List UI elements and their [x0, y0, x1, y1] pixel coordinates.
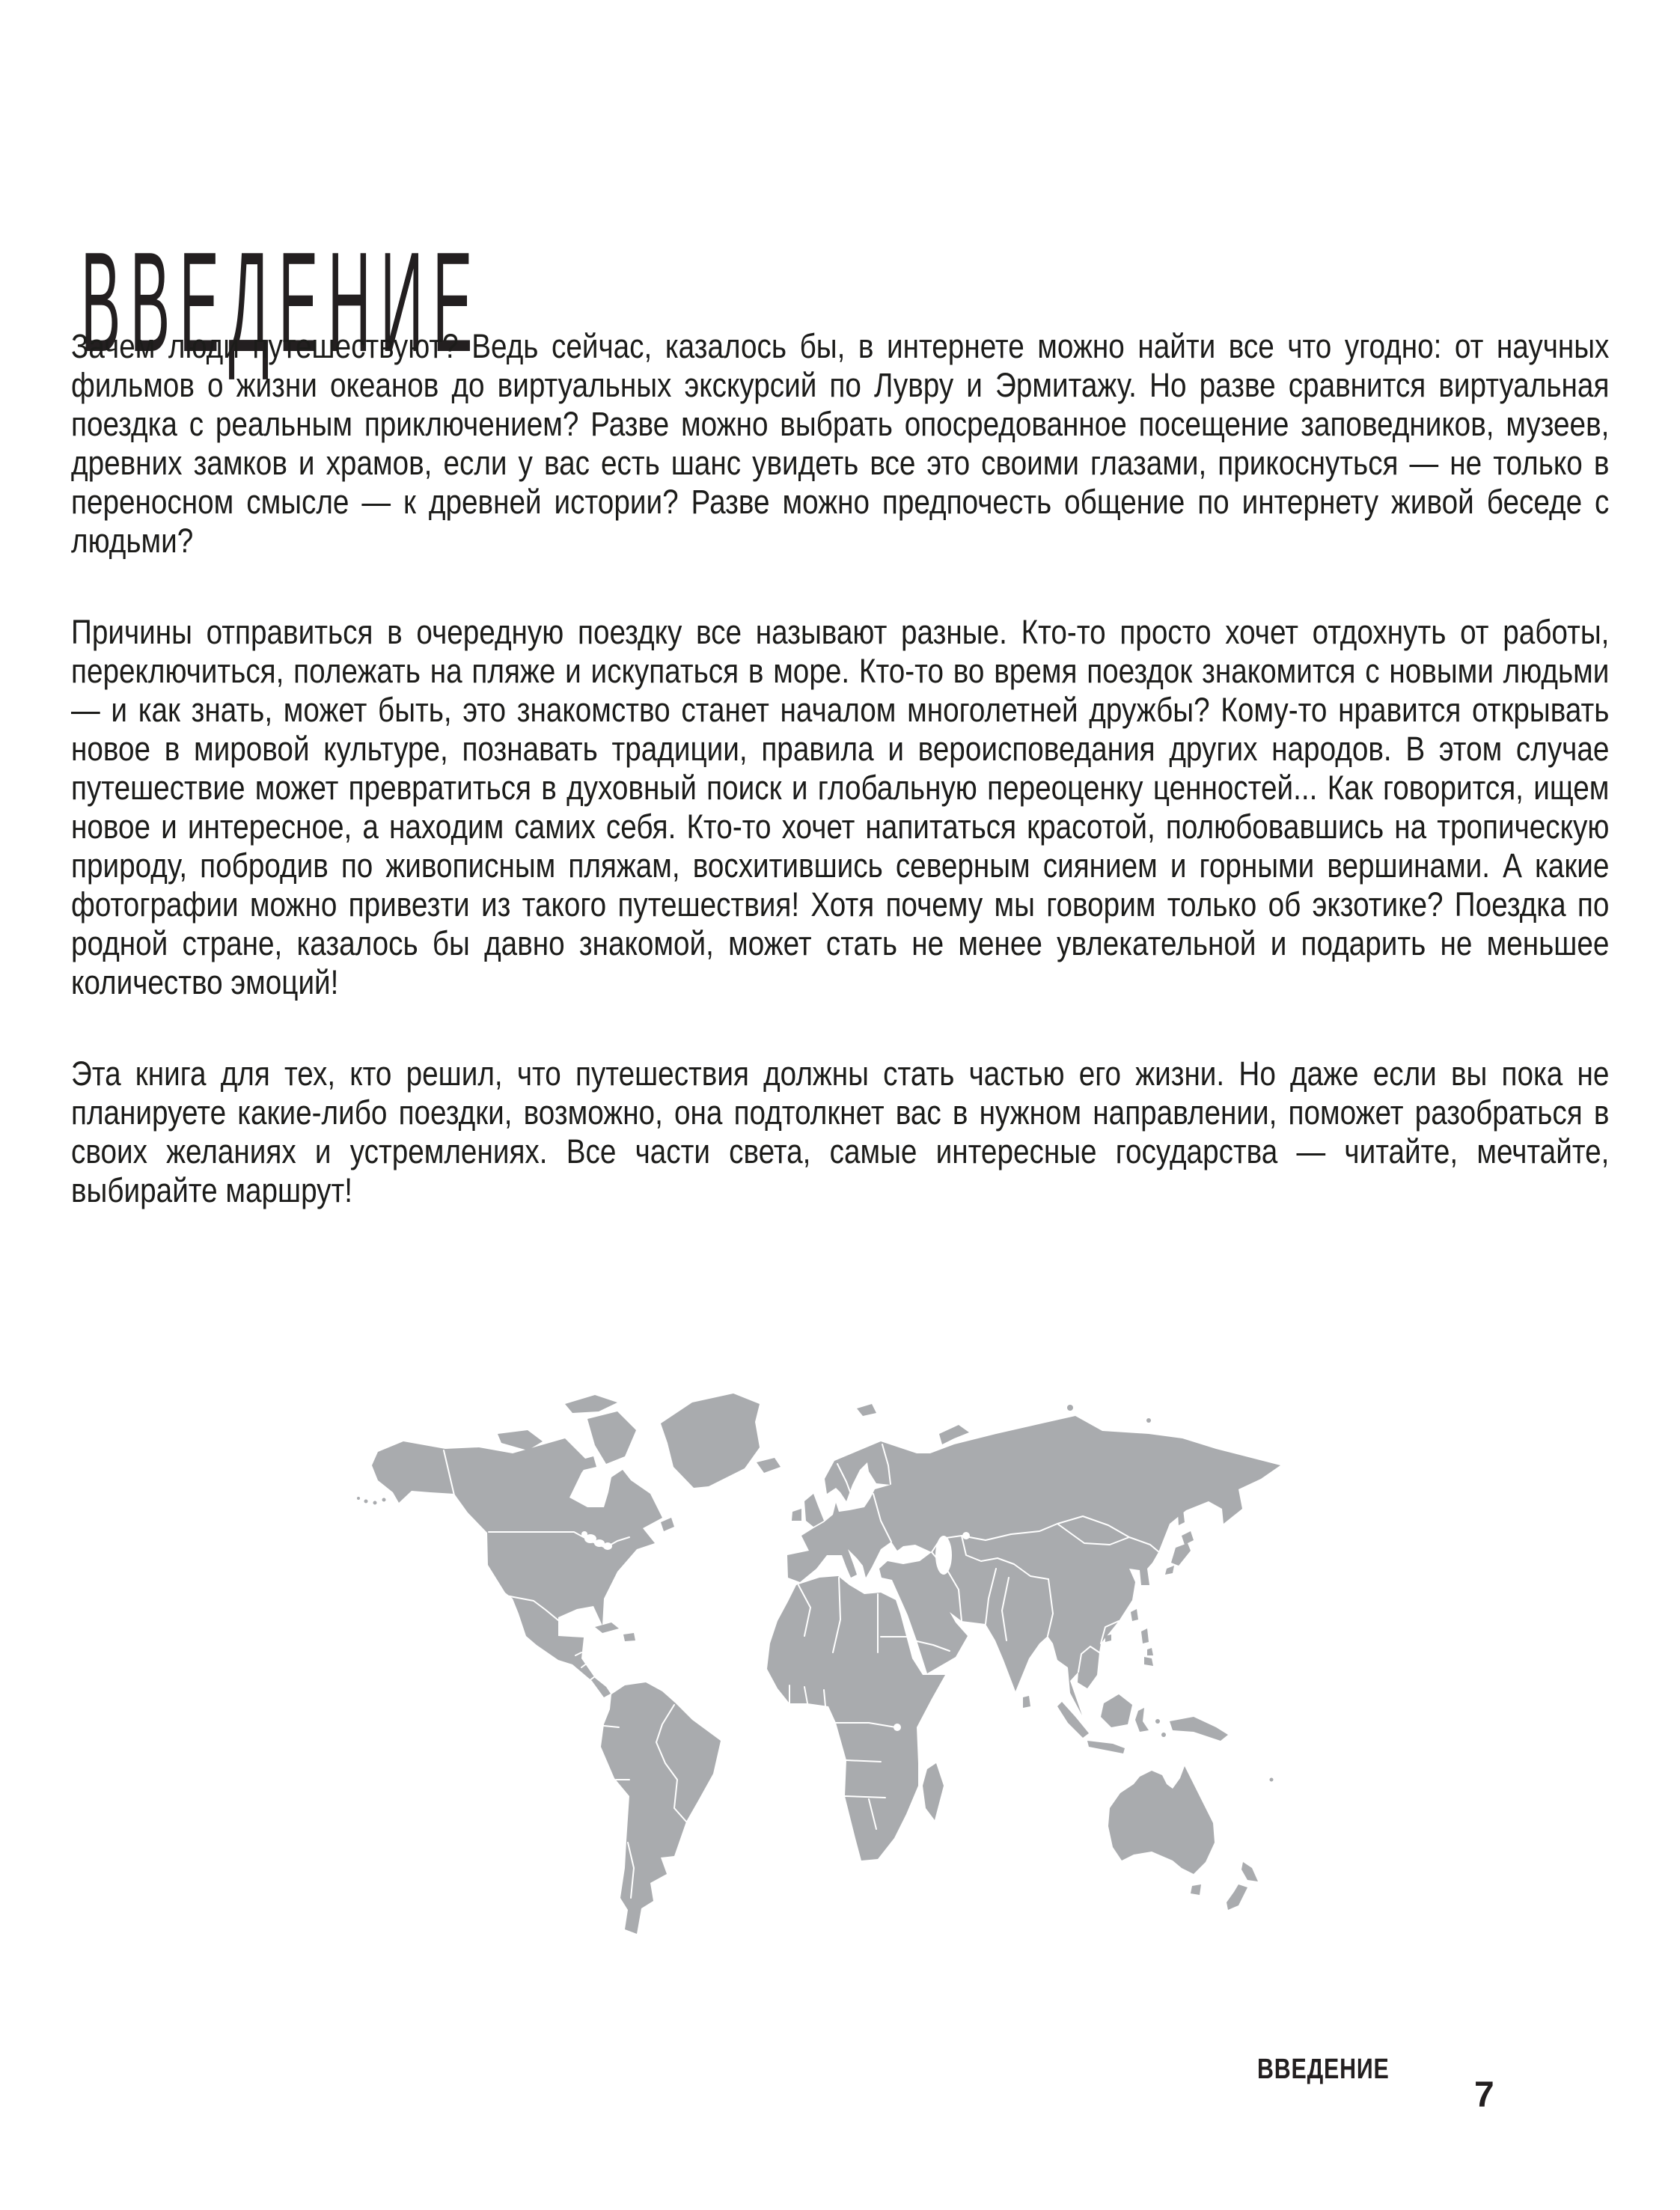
body-text [71, 327, 1609, 1263]
paragraph-3: Эта книга для тех, кто решил, что путешествия должны стать частью его жизни. Но даже если вы пока не планируете какие-либо поездки, возможно, она подтолкнет вас в нужном направлении, поможет разобраться в своих желаниях и устремлениях. Все части света, самые интересные государства — читайте, мечтайте, выбирайте маршрут! [71, 1054, 1610, 1209]
footer-section-label: ВВЕДЕНИЕ [1257, 2054, 1390, 2085]
world-map-image [340, 1389, 1283, 1947]
australia [1108, 1766, 1215, 1874]
page-number: 7 [1474, 2075, 1494, 2115]
south-america [601, 1682, 721, 1934]
page-title: ВВЕДЕНИЕ [81, 223, 482, 382]
paragraph-1: Зачем люди путешествуют? Ведь сейчас, казалось бы, в интернете можно найти все что угодно: от научных фильмов о жизни океанов до виртуальных экскурсий по Лувру и Эрмитажу. Но разве сравнится виртуальная поездка с реальным приключением? Разве можно выбрать опосредованное посещение заповедников, музеев, древних замков и храмов, если у вас есть шанс увидеть все это своими глазами, прикоснуться — не только в переносном смысле — к древней истории? Разве можно предпочесть общение по интернету живой беседе с людьми? [71, 327, 1610, 560]
greenland [661, 1394, 760, 1488]
north-america [372, 1438, 662, 1697]
world-map-svg [340, 1389, 1283, 1947]
paragraph-2: Причины отправиться в очередную поездку все называют разные. Кто-то просто хочет отдохнуть от работы, переключиться, полежать на пляже и искупаться в море. Кто-то во время поездок знакомится с новыми людьми — и как знать, может быть, это знакомство станет началом многолетней дружбы? Кому-то нравится открывать новое в мировой культуре, познавать традиции, правила и вероисповедания других народов. В этом случае путешествие может превратиться в духовный поиск и глобальную переоценку ценностей... Как говорится, ищем новое и интересное, а находим самих себя. Кто-то хочет напитаться красотой, полюбовавшись на тропическую природу, побродив по живописным пляжам, восхитившись северным сиянием и горными вершинами. А какие фотографии можно привезти из такого путешествия! Хотя почему мы говорим только об экзотике? Поездка по родной стране, казалось бы давно знакомой, может стать не менее увлекательной и подарить не меньшее количество эмоций! [71, 613, 1610, 1001]
